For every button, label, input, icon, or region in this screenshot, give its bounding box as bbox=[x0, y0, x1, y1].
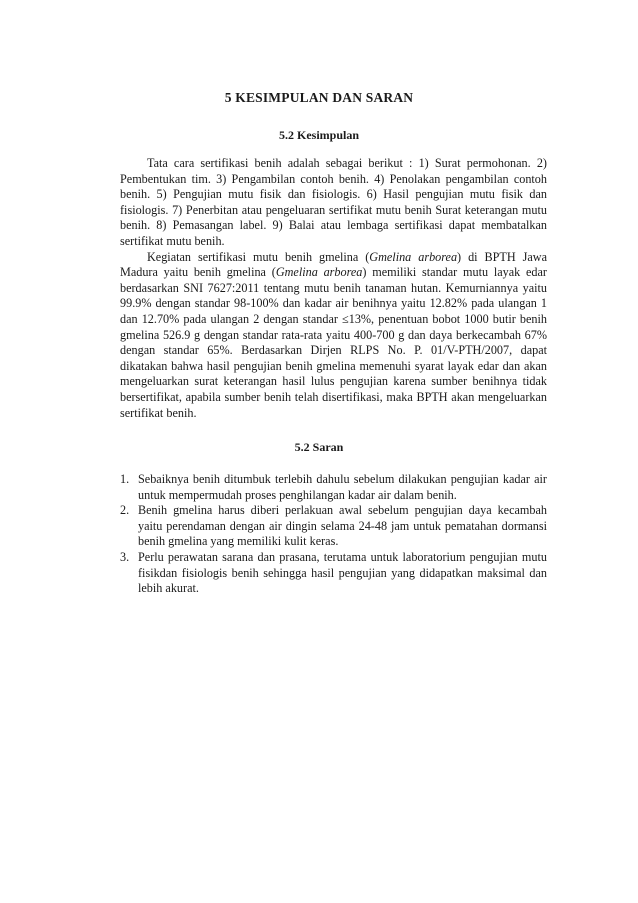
list-item-text: Benih gmelina harus diberi perlakuan awal sebelum pengujian daya kecambah yaitu perendaman dengan air dingin selama 24-48 jam untuk pematahan dormansi benih gmelina yang memiliki kulit keras. bbox=[138, 503, 547, 549]
paragraph-2-text-c: ) memiliki standar mutu layak edar berdasarkan SNI 7627:2011 tentang mutu benih tanaman hutan. Kemurniannya yaitu 99.9% dengan standar 98-100% dan kadar air benihnya yaitu 12.82% pada ulangan 1 dan 12.70% pada ulangan 2 dengan standar ≤13%, penentuan bobot 1000 butir benih gmelina 526.9 g dengan standar rata-rata yaitu 400-700 g dan daya berkecambah 67% dengan standar 65%. Berdasarkan Dirjen RLPS No. P. 01/V-PTH/2007, dapat dikatakan bahwa hasil pengujian benih gmelina memenuhi syarat layak edar dan akan mengeluarkan surat keterangan hasil lulus pengujian karena sumber benihnya tidak bersertifikat, apabila sumber benih telah disertifikasi, maka BPTH akan mengeluarkan sertifikat benih. bbox=[120, 265, 547, 420]
list-number: 1. bbox=[120, 472, 130, 486]
species-name-italic: Gmelina arborea bbox=[275, 265, 363, 280]
kesimpulan-paragraph-2 bbox=[120, 250, 547, 422]
saran-list bbox=[120, 472, 547, 597]
paragraph-2-text-b: ) di BPTH Jawa Madura yaitu benih gmelina ( bbox=[120, 249, 547, 280]
chapter-title: 5 KESIMPULAN DAN SARAN bbox=[224, 90, 414, 105]
species-name-italic: Gmelina arborea bbox=[369, 249, 458, 264]
section-heading-kesimpulan: 5.2 Kesimpulan bbox=[278, 128, 359, 142]
list-number: 2. bbox=[120, 503, 130, 518]
section-heading-saran: 5.2 Saran bbox=[294, 440, 344, 454]
list-number: 3. bbox=[120, 549, 130, 564]
list-item bbox=[120, 550, 547, 597]
kesimpulan-paragraph-1: Tata cara sertifikasi benih adalah sebagai berikut : 1) Surat permohonan. 2) Pembentukan tim. 3) Pengambilan contoh benih. 4) Penolakan pengambilan contoh benih. 5) Pengujian mutu fisik dan fisiologis. 6) Hasil pengujian mutu fisik dan fisiologis. 7) Penerbitan atau pengeluaran sertifikat mutu benih Surat keterangan mutu benih. 8) Pemasangan label. 9) Balai atau lembaga sertifikasi dapat membatalkan sertifikat mutu benih. bbox=[120, 156, 547, 248]
list-item bbox=[120, 503, 547, 550]
list-item bbox=[120, 472, 547, 503]
paragraph-2-text-a: Kegiatan sertifikasi mutu benih gmelina ( bbox=[147, 249, 370, 264]
list-item-text: Sebaiknya benih ditumbuk terlebih dahulu sebelum dilakukan pengujian kadar air untuk mempermudah proses penghilangan kadar air dalam benih. bbox=[138, 472, 547, 502]
list-item-text: Perlu perawatan sarana dan prasana, terutama untuk laboratorium pengujian mutu fisikdan fisiologis benih sehingga hasil pengujian yang didapatkan maksimal dan lebih akurat. bbox=[138, 549, 547, 596]
kesimpulan-body bbox=[120, 156, 547, 421]
saran-body bbox=[120, 472, 547, 597]
